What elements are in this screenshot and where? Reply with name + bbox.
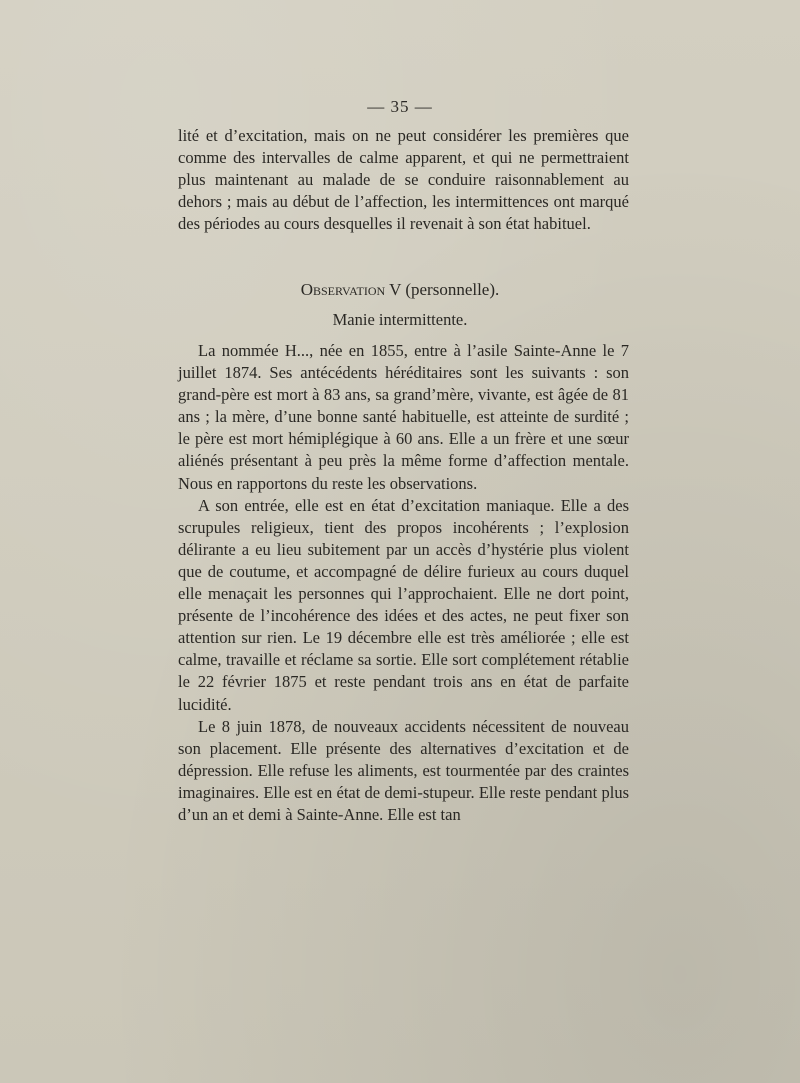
continued-paragraph: [178, 125, 629, 235]
observation-title: [0, 280, 800, 300]
paragraph-text: A son entrée, elle est en état d’excitation maniaque. Elle a des scrupules religieux, tient des propos incohérents ; l’explosion délirante a eu lieu subitement par un accès d’hystérie plus violent que de coutume, et accompagné de délire furieux au cours duquel elle menaçait les personnes qui l’approchaient. Elle ne dort point, présente de l’incohérence des idées et des actes, ne peut fixer son attention sur rien. Le 19 décembre elle est très améliorée ; elle est calme, travaille et réclame sa sortie. Elle sort complétement rétablie le 22 février 1875 et reste pendant trois ans en état de parfaite lucidité.: [178, 495, 629, 714]
paragraph-text: La nommée H..., née en 1855, entre à l’asile Sainte-Anne le 7 juillet 1874. Ses antécédents héréditaires sont les suivants : son grand-père est mort à 83 ans, sa grand’mère, vivante, est âgée de 81 ans ; la mère, d’une bonne santé habituelle, est atteinte de surdité ; le père est mort hémiplégique à 60 ans. Elle a un frère et une sœur aliénés présentant à peu près la même forme d’affection mentale. Nous en rapportons du reste les observations.: [178, 341, 629, 493]
paragraph-text: Le 8 juin 1878, de nouveaux accidents nécessitent de nouveau son placement. Elle présente des alternatives d’excitation et de dépression. Elle refuse les aliments, est tourmentée par des craintes imaginaires. Elle est en état de demi-stupeur. Elle reste pendant plus d’un an et demi à Sainte-Anne. Elle est tan: [178, 716, 629, 824]
observation-title-label: Observation: [300, 280, 386, 299]
observation-subtitle: Manie intermittente.: [332, 310, 468, 329]
observation-title-rest: V (personnelle).: [385, 280, 500, 299]
observation-body: [178, 340, 629, 826]
paragraph-text: lité et d’excitation, mais on ne peut considérer les premières que comme des intervalles de calme apparent, et qui ne permettraient plus maintenant au malade de se conduire raisonnablement au dehors ; mais au début de l’affection, les intermittences ont marqué des périodes au cours desquelles il revenait à son état habituel.: [178, 126, 629, 234]
page-number: — 35 —: [367, 97, 433, 116]
